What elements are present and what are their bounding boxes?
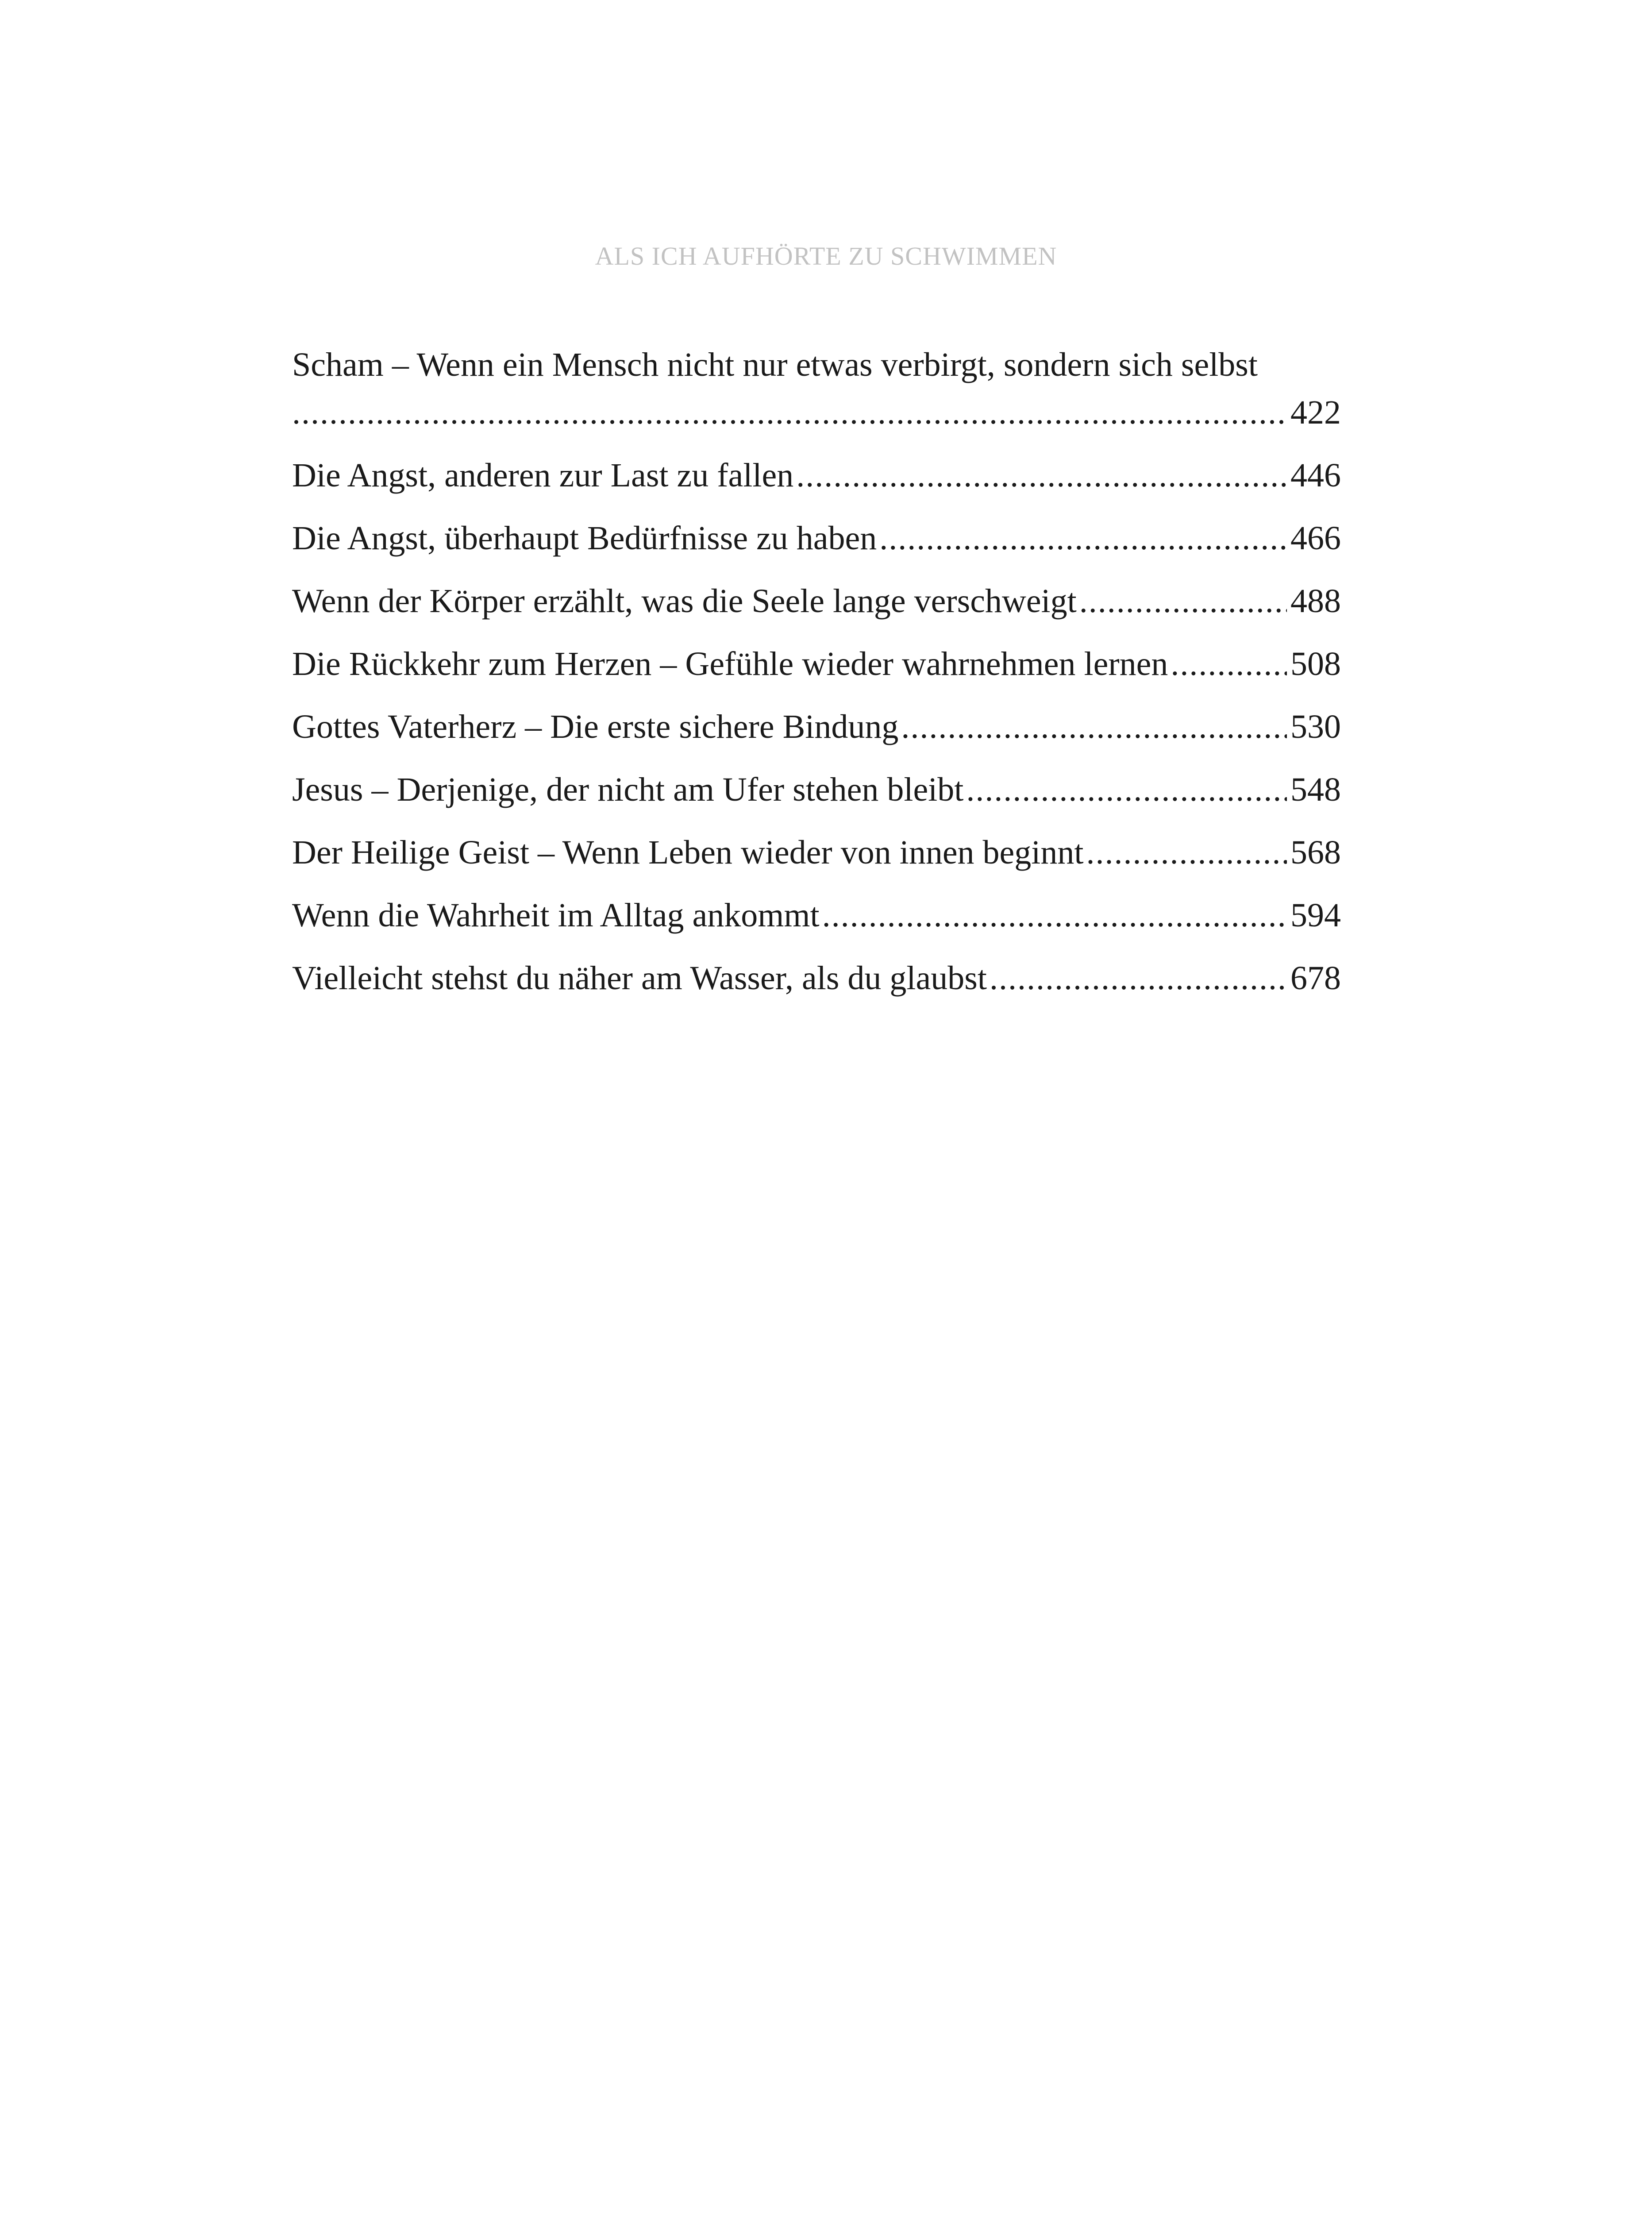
- toc-entry: [292, 577, 1341, 625]
- toc-dot-leader: [1086, 829, 1287, 876]
- running-header: ALS ICH AUFHÖRTE ZU SCHWIMMEN: [595, 242, 1057, 270]
- toc-entry-title: Die Angst, überhaupt Bedürfnisse zu haben: [292, 520, 877, 557]
- toc-entry: [292, 829, 1341, 876]
- toc-entry-page: 678: [1290, 960, 1341, 997]
- toc-dot-leader: [901, 703, 1287, 751]
- toc-entry-title: Wenn die Wahrheit im Alltag ankommt: [292, 897, 820, 934]
- toc-entry-page: 568: [1290, 834, 1341, 871]
- toc-entry: [292, 891, 1341, 939]
- toc-entry-page: 548: [1290, 771, 1341, 808]
- toc-dot-leader: [990, 954, 1287, 1002]
- toc-entry-title: Vielleicht stehst du näher am Wasser, als du glaubst: [292, 960, 987, 997]
- toc-entry-page: 446: [1290, 457, 1341, 494]
- toc-entry-title: Die Rückkehr zum Herzen – Gefühle wieder wahrnehmen lernen: [292, 645, 1168, 682]
- toc-dot-leader: [966, 766, 1287, 813]
- toc-dot-leader: [1171, 640, 1287, 688]
- toc-entry-title: Die Angst, anderen zur Last zu fallen: [292, 457, 794, 494]
- toc-entry-page: 422: [1290, 394, 1341, 431]
- toc-entry: [292, 766, 1341, 813]
- toc-entry-page: 466: [1290, 520, 1341, 557]
- toc-entry-title: Jesus – Derjenige, der nicht am Ufer stehen bleibt: [292, 771, 964, 808]
- toc-entry-page: 530: [1290, 708, 1341, 745]
- toc-entry: [292, 703, 1341, 751]
- toc-dot-leader: [1079, 577, 1287, 625]
- toc-entry: [292, 341, 1341, 436]
- toc-dot-leader: [292, 389, 1287, 436]
- toc-entry-page: 594: [1290, 897, 1341, 934]
- toc-entry-page: 488: [1290, 582, 1341, 620]
- toc-entry-title: Wenn der Körper erzählt, was die Seele lange verschweigt: [292, 582, 1077, 620]
- toc-entry-title: Scham – Wenn ein Mensch nicht nur etwas verbirgt, sondern sich selbst: [292, 346, 1258, 383]
- toc-entry: [292, 640, 1341, 688]
- toc-dot-leader: [822, 891, 1287, 939]
- toc-entry-page: 508: [1290, 645, 1341, 682]
- toc-entry: [292, 451, 1341, 499]
- toc-dot-leader: [879, 514, 1287, 562]
- toc-entry-title: Gottes Vaterherz – Die erste sichere Bindung: [292, 708, 899, 745]
- toc-dot-leader: [796, 451, 1287, 499]
- toc-entry: [292, 954, 1341, 1002]
- toc-entry-title: Der Heilige Geist – Wenn Leben wieder von innen beginnt: [292, 834, 1084, 871]
- toc-entry: [292, 514, 1341, 562]
- table-of-contents: [292, 341, 1341, 1017]
